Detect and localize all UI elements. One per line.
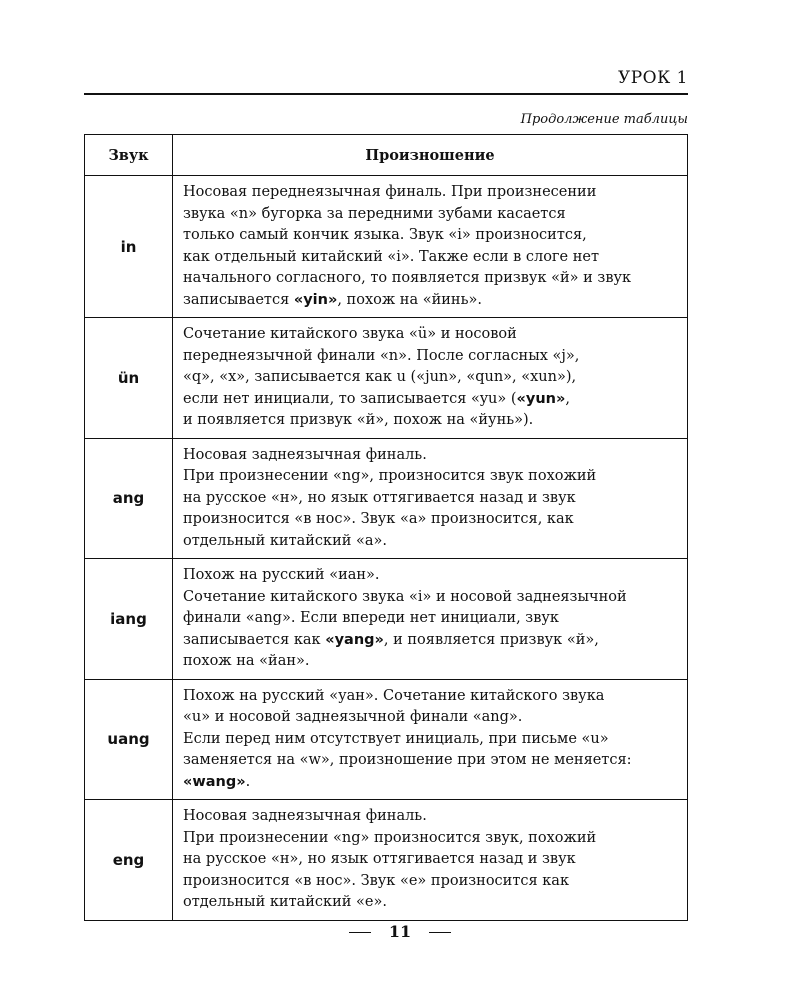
- description-text: и появляется призвук «й», похож на «йунь»).: [183, 412, 534, 428]
- description-line: [183, 488, 681, 510]
- page-number: 11: [388, 922, 412, 941]
- pronunciation-cell: [173, 559, 688, 680]
- sound-cell: in: [85, 176, 173, 318]
- pinyin-spelling: «yin»: [293, 291, 338, 308]
- description-text: на русское «н», но язык оттягивается назад и звук: [183, 489, 576, 506]
- description-line: [183, 531, 681, 553]
- table-row: [85, 176, 688, 318]
- description-text: Похож на русский «иан».: [183, 567, 380, 583]
- description-line: [183, 651, 681, 673]
- table-row: [85, 318, 688, 439]
- description-line: [183, 806, 681, 828]
- description-line: [183, 871, 681, 893]
- table-row: [85, 559, 688, 680]
- lesson-header: УРОК 1: [617, 68, 688, 88]
- description-line: [183, 729, 681, 751]
- description-line: [183, 686, 681, 708]
- description-text: произносится «в нос». Звук «e» произносится как: [183, 872, 570, 889]
- description-text: Носовая переднеязычная финаль. При произнесении: [183, 184, 597, 200]
- continuation-note: Продолжение таблицы: [520, 112, 688, 127]
- description-text: начального согласного, то появляется призвук «й» и звук: [183, 270, 632, 286]
- description-line: [183, 630, 681, 652]
- description-line: [183, 565, 681, 587]
- description-line: [183, 410, 681, 432]
- column-header-pronunciation: Произношение: [173, 135, 688, 176]
- description-line: [183, 849, 681, 871]
- description-text: При произнесении «ng» произносится звук, похожий: [183, 829, 597, 846]
- description-text: Носовая заднеязычная финаль.: [183, 808, 427, 824]
- description-text: переднеязычной финали «n». После согласных «j»,: [183, 347, 580, 364]
- description-text: Носовая заднеязычная финаль.: [183, 446, 427, 463]
- pronunciation-cell: [173, 176, 688, 318]
- header-rule: [84, 93, 688, 95]
- description-line: [183, 509, 681, 531]
- description-text: звука «n» бугорка за передними зубами касается: [183, 205, 566, 222]
- pronunciation-cell: [173, 800, 688, 921]
- description-text: как отдельный китайский «i». Также если в слоге нет: [183, 248, 599, 265]
- description-line: [183, 892, 681, 914]
- description-line: [183, 828, 681, 850]
- description-text: «q», «x», записывается как u («jun», «qun», «xun»),: [183, 369, 577, 385]
- description-text: финали «ang». Если впереди нет инициали, звук: [183, 610, 559, 626]
- pinyin-spelling: «wang»: [183, 773, 246, 790]
- footer-dash-left: [349, 932, 371, 934]
- description-text: «u» и носовой заднеязычной финали «ang».: [183, 709, 523, 725]
- table-row: [85, 800, 688, 921]
- description-text: записывается как: [183, 631, 326, 648]
- description-line: [183, 367, 681, 389]
- description-text: ,: [565, 390, 570, 407]
- description-line: [183, 182, 681, 204]
- description-text: на русское «н», но язык оттягивается назад и звук: [183, 851, 576, 867]
- pronunciation-table: [84, 134, 688, 921]
- pinyin-spelling: «yang»: [325, 631, 384, 648]
- pronunciation-cell: [173, 438, 688, 559]
- sound-cell: eng: [85, 800, 173, 921]
- description-text: Похож на русский «уан». Сочетание китайского звука: [183, 687, 605, 704]
- page-footer: [0, 922, 800, 941]
- description-text: При произнесении «ng», произносится звук похожий: [183, 468, 597, 484]
- description-text: если нет инициали, то записывается «yu» (: [183, 390, 517, 407]
- description-text: отдельный китайский «e».: [183, 894, 387, 910]
- footer-dash-right: [429, 932, 451, 934]
- description-line: [183, 466, 681, 488]
- description-line: [183, 772, 681, 794]
- description-line: [183, 268, 681, 290]
- description-text: записывается: [183, 291, 294, 308]
- column-header-sound: Звук: [85, 135, 173, 176]
- pronunciation-cell: [173, 679, 688, 800]
- description-line: [183, 247, 681, 269]
- description-text: Сочетание китайского звука «i» и носовой заднеязычной: [183, 588, 627, 605]
- description-text: .: [245, 773, 251, 790]
- description-line: [183, 750, 681, 772]
- sound-cell: ün: [85, 318, 173, 439]
- table-row: [85, 438, 688, 559]
- description-text: отдельный китайский «a».: [183, 532, 388, 549]
- description-line: [183, 225, 681, 247]
- description-line: [183, 608, 681, 630]
- description-line: [183, 389, 681, 411]
- table-header-row: [85, 135, 688, 176]
- description-text: Если перед ним отсутствует инициаль, при письме «u»: [183, 730, 609, 747]
- description-line: [183, 204, 681, 226]
- description-text: заменяется на «w», произношение при этом не меняется:: [183, 752, 632, 768]
- description-line: [183, 587, 681, 609]
- description-text: похож на «йан».: [183, 653, 310, 669]
- description-line: [183, 324, 681, 346]
- description-text: , похож на «йинь».: [337, 291, 482, 308]
- description-line: [183, 707, 681, 729]
- description-text: , и появляется призвук «й»,: [383, 631, 599, 648]
- description-text: произносится «в нос». Звук «a» произносится, как: [183, 511, 574, 527]
- pinyin-spelling: «yun»: [516, 390, 566, 407]
- table-row: [85, 679, 688, 800]
- sound-cell: iang: [85, 559, 173, 680]
- sound-cell: ang: [85, 438, 173, 559]
- description-line: [183, 346, 681, 368]
- sound-cell: uang: [85, 679, 173, 800]
- description-text: только самый кончик языка. Звук «i» произносится,: [183, 227, 587, 243]
- description-line: [183, 445, 681, 467]
- pronunciation-cell: [173, 318, 688, 439]
- description-line: [183, 290, 681, 312]
- description-text: Сочетание китайского звука «ü» и носовой: [183, 326, 517, 342]
